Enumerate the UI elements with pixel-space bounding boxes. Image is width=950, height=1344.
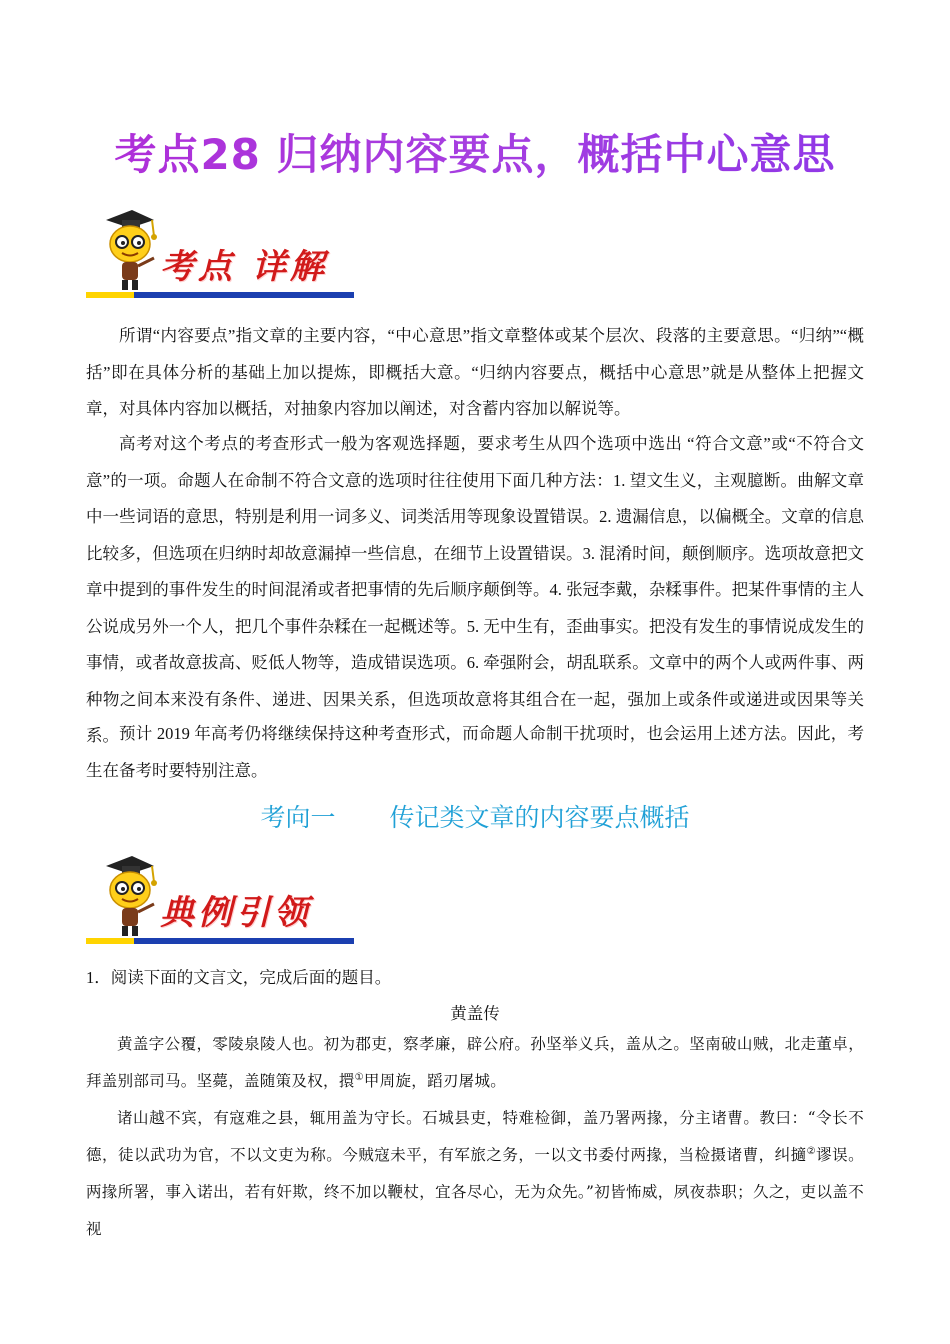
classical-text: 甲周旋，蹈刃屠城。 — [363, 1072, 507, 1090]
intro-paragraph-3: 预计 2019 年高考仍将继续保持这种考查形式，而命题人命制干扰项时，也会运用上述方法。因此，考生在备考时要特别注意。 — [86, 724, 864, 780]
section-heading-text: 传记类文章的内容要点概括 — [389, 803, 690, 832]
banner-label: 考点 详解 — [160, 247, 328, 287]
section-banner-exam-point — [86, 206, 354, 298]
classical-text: 谬误。两掾所署，事入诺出，若有奸欺，终不加以鞭杖，宜各尽心，无为众先。”初皆怖威，夙夜恭职；久之，吏以盖不视 — [86, 1146, 864, 1238]
intro-paragraph-2: 高考对这个考点的考查形式一般为客观选择题，要求考生从四个选项中选出 “符合文意”或“不符合文意”的一项。命题人在命制不符合文意的选项时往往使用下面几种方法：1. 望文生义，主观臆断。曲解文章中一些词语的意思，特别是利用一词多义、词类活用等现象设置错误。2. 遗漏信息，以偏概全。文章的信息比较多，但选项在归纳时却故意漏掉一些信息，在细节上设置错误。3. 混淆时间，颠倒顺序。选项故意把文章中提到的事件发生的时间混淆或者把事情的先后顺序颠倒等。4. 张冠李戴，杂糅事件。把某件事情的主人公说成另外一个人，把几个事件杂糅在一起概述等。5. 无中生有，歪曲事实。把没有发生的事情说成发生的事情，或者故意拔高、贬低人物等，造成错误选项。6. 牵强附会，胡乱联系。文章中的两个人或两件事、两种物之间本来没有条件、递进、因果关系，但选项故意将其组合在一起，强加上或条件或递进或因果等关系。 — [86, 434, 864, 745]
page-title: 考点28 归纳内容要点，概括中心意思 — [0, 122, 950, 182]
banner-underline — [86, 938, 354, 944]
scholar-mascot-icon — [92, 206, 162, 292]
classical-text: 诸山越不宾，有寇难之县，辄用盖为守长。石城县吏，特难检御，盖乃署两掾，分主诸曹。教曰：“令长不德，徒以武功为官，不以文吏为称。今贼寇未平，有军旅之务，一以文书委付两掾，当检摄诸曹，纠擿 — [86, 1109, 864, 1164]
banner-underline — [86, 292, 354, 298]
footnote-marker: ① — [354, 1071, 364, 1083]
question-prompt: 1．阅读下面的文言文，完成后面的题目。 — [86, 968, 392, 987]
classical-paragraph-1 — [86, 1026, 864, 1100]
scholar-mascot-icon — [92, 852, 162, 938]
classical-text: 黄盖字公覆，零陵泉陵人也。初为郡吏，察孝廉，辟公府。孙坚举义兵，盖从之。坚南破山贼，北走董卓，拜盖别部司马。坚薨，盖随策及权，擐 — [86, 1035, 864, 1090]
section-heading — [0, 798, 950, 834]
classical-paragraph-2 — [86, 1100, 864, 1248]
intro-paragraph-1: 所谓“内容要点”指文章的主要内容，“中心意思”指文章整体或某个层次、段落的主要意思。“归纳”“概括”即在具体分析的基础上加以提炼，即概括大意。“归纳内容要点，概括中心意思”就是从整体上把握文章，对具体内容加以概括，对抽象内容加以阐述，对含蓄内容加以解说等。 — [86, 326, 864, 418]
section-banner-example — [86, 852, 354, 944]
classical-text-title: 黄盖传 — [450, 1004, 500, 1023]
footnote-marker: ② — [806, 1145, 817, 1157]
section-heading-number: 考向一 — [260, 803, 336, 832]
banner-label: 典例引领 — [160, 893, 312, 933]
